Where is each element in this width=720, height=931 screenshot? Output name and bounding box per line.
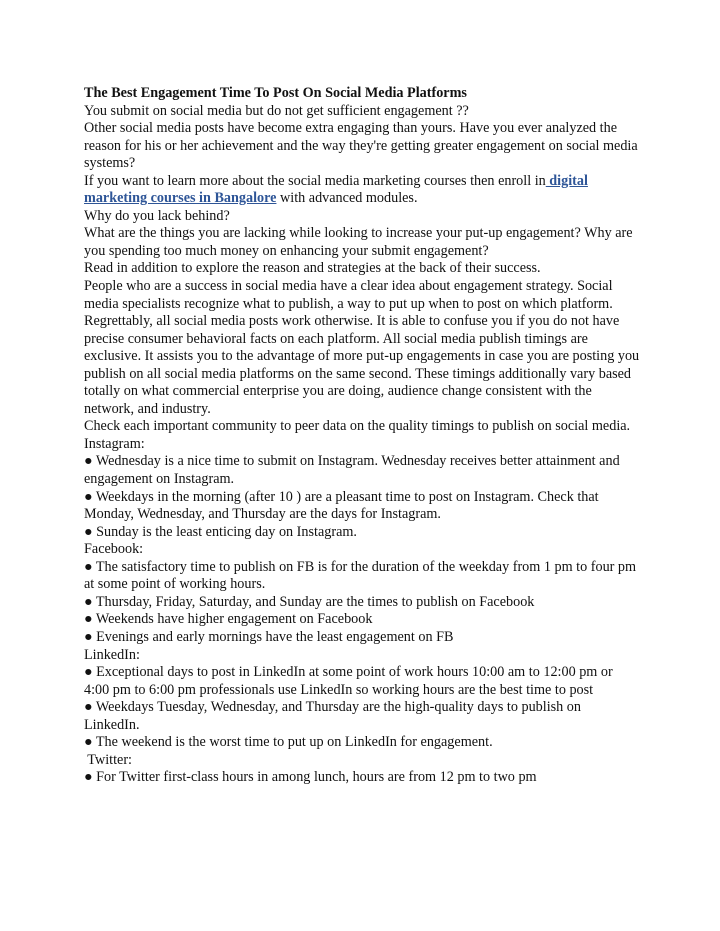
bullet-item: ● Weekdays Tuesday, Wednesday, and Thursday are the high-quality days to publish on LinkedIn. [84,699,581,733]
bullet-item: ● Sunday is the least enticing day on Instagram. [84,523,357,540]
intro-paragraph: Other social media posts have become extra engaging than yours. Have you ever analyzed the reason for his or her achievement and the way they're getting greater engagement on social media systems? [84,120,638,172]
bullet-item: ● For Twitter first-class hours in among lunch, hours are from 12 pm to two pm [84,769,537,786]
digital-marketing-courses-link[interactable]: digital marketing courses in Bangalore [84,172,588,207]
course-text-after: with advanced modules. [276,190,418,207]
section-heading-twitter: Twitter: [84,751,132,768]
body-paragraph: Regrettably, all social media posts work otherwise. It is able to confuse you if you do not have precise consumer behavioral facts on each platform. All social media publish timings are exclusive. It assists you to the advantage of more put-up engagements in case you are posting you publish on all social media platforms on the same second. These timings additionally vary based totally on what commercial enterprise you are doing, audience change consistent with the network, and industry. [84,313,640,417]
course-text-before: If you want to learn more about the social media marketing courses then enroll in [84,172,546,189]
body-paragraph: Read in addition to explore the reason and strategies at the back of their success. [84,260,541,277]
bullet-item: ● The weekend is the worst time to put up on LinkedIn for engagement. [84,734,493,751]
bullet-item: ● Evenings and early mornings have the least engagement on FB [84,628,454,645]
bullet-item: ● The satisfactory time to publish on FB is for the duration of the weekday from 1 pm to four pm at some point of working hours. [84,558,637,593]
body-paragraph: Check each important community to peer data on the quality timings to publish on social media. [84,418,631,435]
bullet-item: ● Thursday, Friday, Saturday, and Sunday are the times to publish on Facebook [84,593,535,610]
body-paragraph: People who are a success in social media have a clear idea about engagement strategy. Social media specialists recognize what to publish, a way to put up when to post on which platform. [84,278,613,312]
document-title: The Best Engagement Time To Post On Social Media Platforms [84,85,467,101]
bullet-item: ● Exceptional days to post in LinkedIn at some point of work hours 10:00 am to 12:00 pm or 4:00 pm to 6:00 pm professionals use LinkedIn so working hours are the best time to post [84,664,613,698]
bullet-item: ● Weekdays in the morning (after 10 ) are a pleasant time to post on Instagram. Check that Monday, Wednesday, and Thursday are the days for Instagram. [84,488,599,523]
section-heading-linkedin: LinkedIn: [84,646,140,663]
bullet-item: ● Wednesday is a nice time to submit on Instagram. Wednesday receives better attainment and engagement on Instagram. [84,453,620,488]
course-paragraph [84,173,640,208]
document-page [84,85,640,787]
bullet-item: ● Weekends have higher engagement on Facebook [84,611,373,628]
body-paragraph: Why do you lack behind? [84,207,230,224]
body-paragraph: What are the things you are lacking while looking to increase your put-up engagement? Why are you spending too much money on enhancing your submit engagement? [84,225,633,259]
section-heading-instagram: Instagram: [84,435,145,452]
section-heading-facebook: Facebook: [84,541,144,558]
intro-paragraph: You submit on social media but do not get sufficient engagement ?? [84,102,469,119]
